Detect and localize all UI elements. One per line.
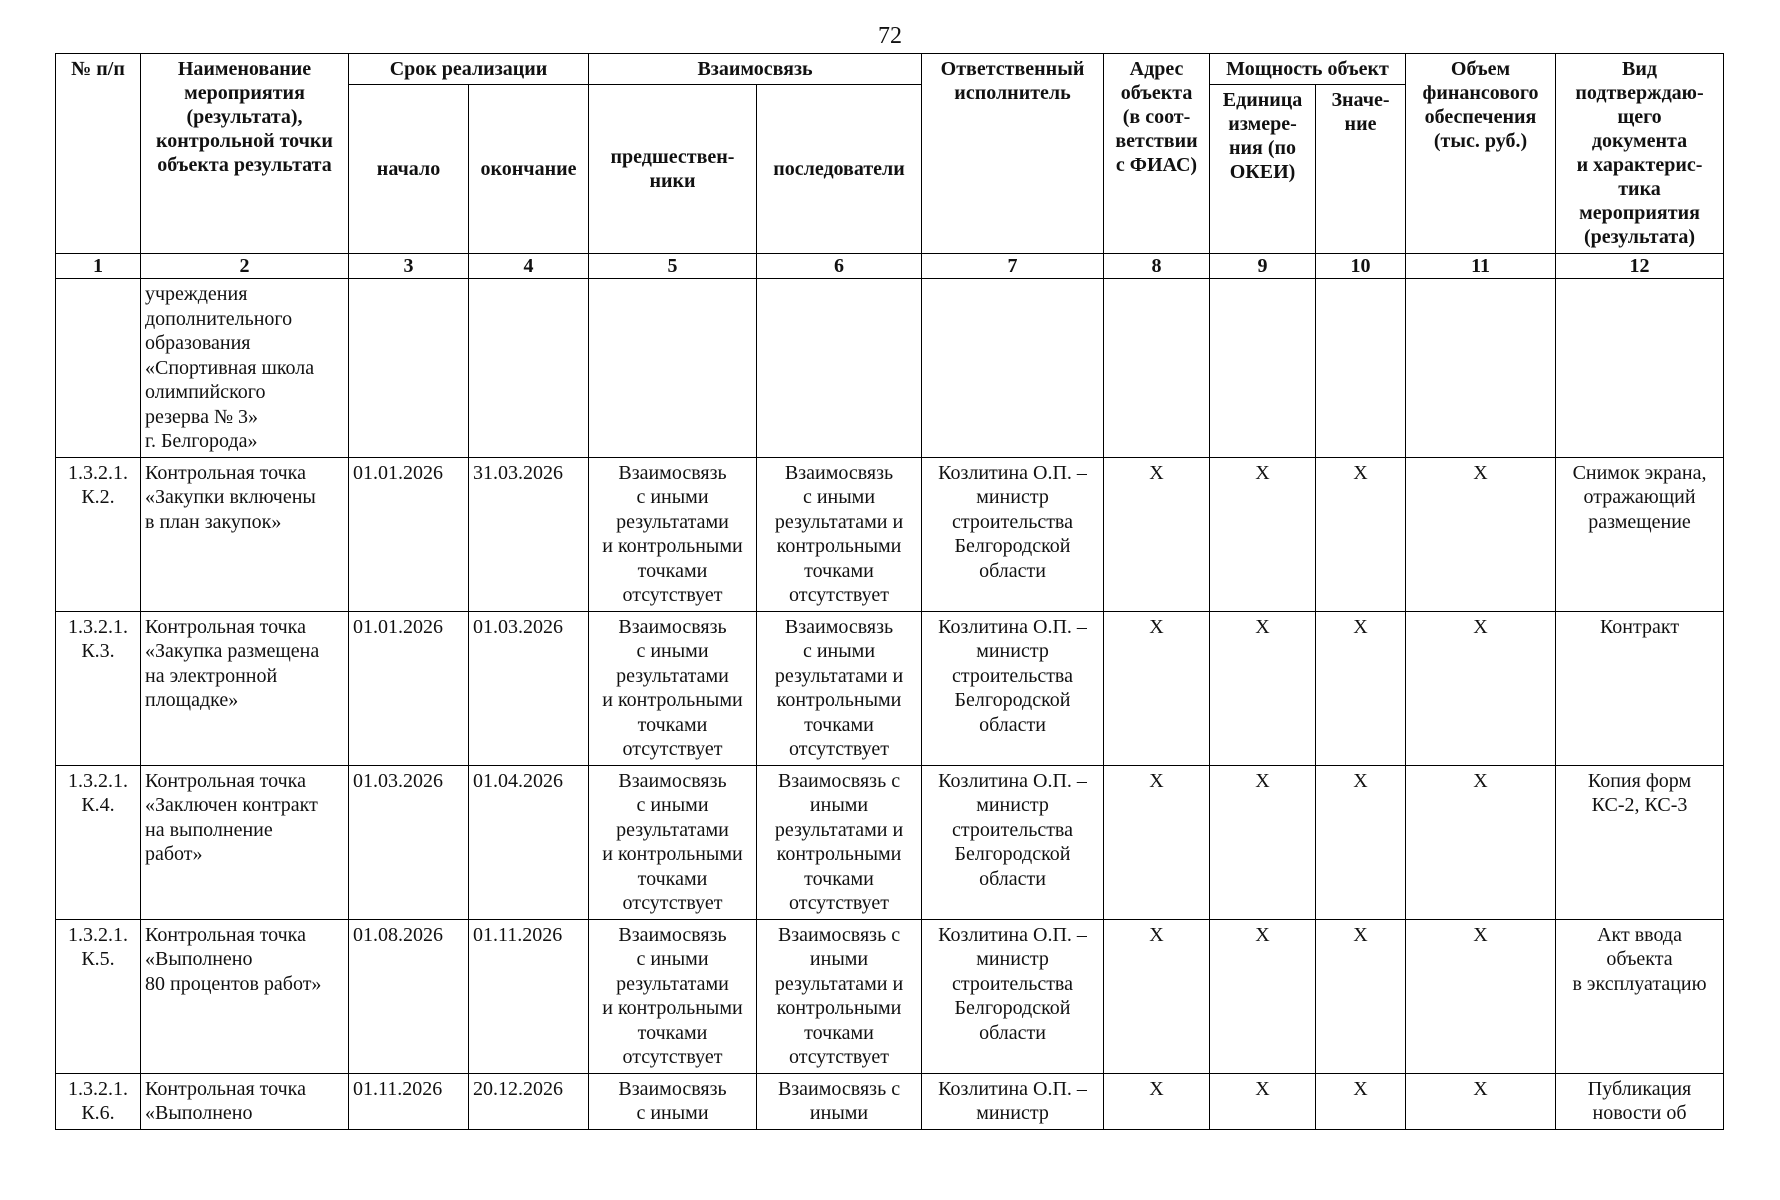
column-number: 8: [1104, 254, 1210, 279]
address-cell: Х: [1104, 611, 1210, 765]
start-date-cell: 01.01.2026: [349, 457, 469, 611]
unit-cell: Х: [1210, 765, 1316, 919]
document-cell: Копия форм КС-2, КС-3: [1556, 765, 1724, 919]
successors-cell: Взаимосвязь с иными результатами и контрольными точками отсутствует: [757, 457, 922, 611]
unit-cell: Х: [1210, 919, 1316, 1073]
header-responsible: Ответственный исполнитель: [922, 54, 1104, 254]
header-address: Адрес объекта (в соот- ветствии с ФИАС): [1104, 54, 1210, 254]
predecessors-cell: [589, 279, 757, 458]
document-cell: Контракт: [1556, 611, 1724, 765]
value-cell: Х: [1316, 1073, 1406, 1129]
start-date-cell: 01.11.2026: [349, 1073, 469, 1129]
row-number-cell: 1.3.2.1. К.2.: [56, 457, 141, 611]
row-number-cell: 1.3.2.1. К.3.: [56, 611, 141, 765]
finance-cell: Х: [1406, 611, 1556, 765]
finance-cell: [1406, 279, 1556, 458]
table-row: [56, 279, 1724, 458]
column-number: 3: [349, 254, 469, 279]
column-number-row: [56, 254, 1724, 279]
end-date-cell: 20.12.2026: [469, 1073, 589, 1129]
value-cell: Х: [1316, 457, 1406, 611]
column-number: 12: [1556, 254, 1724, 279]
control-points-table: [55, 53, 1724, 1130]
table-row: [56, 765, 1724, 919]
table-row: [56, 457, 1724, 611]
header-document-type: Вид подтверждаю- щего документа и характерис- тика мероприятия (результата): [1556, 54, 1724, 254]
header-value: Значе- ние: [1316, 85, 1406, 254]
header-successors: последователи: [757, 85, 922, 254]
header-row-number: № п/п: [56, 54, 141, 254]
predecessors-cell: Взаимосвязь с иными результатами и контрольными точками отсутствует: [589, 457, 757, 611]
successors-cell: Взаимосвязь с иными: [757, 1073, 922, 1129]
start-date-cell: 01.08.2026: [349, 919, 469, 1073]
finance-cell: Х: [1406, 919, 1556, 1073]
column-number: 11: [1406, 254, 1556, 279]
address-cell: Х: [1104, 919, 1210, 1073]
row-number-cell: 1.3.2.1. К.6.: [56, 1073, 141, 1129]
header-start: начало: [349, 85, 469, 254]
page-number: 72: [878, 23, 902, 49]
event-name-cell: учреждения дополнительного образования «Спортивная школа олимпийского резерва № 3» г. Белгорода»: [141, 279, 349, 458]
responsible-cell: [922, 279, 1104, 458]
finance-cell: Х: [1406, 765, 1556, 919]
address-cell: [1104, 279, 1210, 458]
predecessors-cell: Взаимосвязь с иными результатами и контрольными точками отсутствует: [589, 919, 757, 1073]
document-cell: Публикация новости об: [1556, 1073, 1724, 1129]
column-number: 1: [56, 254, 141, 279]
finance-cell: Х: [1406, 457, 1556, 611]
event-name-cell: Контрольная точка «Выполнено 80 процентов работ»: [141, 919, 349, 1073]
predecessors-cell: Взаимосвязь с иными результатами и контрольными точками отсутствует: [589, 611, 757, 765]
header-implementation-term: Срок реализации: [349, 54, 589, 85]
unit-cell: Х: [1210, 1073, 1316, 1129]
value-cell: Х: [1316, 919, 1406, 1073]
predecessors-cell: Взаимосвязь с иными результатами и контрольными точками отсутствует: [589, 765, 757, 919]
unit-cell: Х: [1210, 457, 1316, 611]
table-row: [56, 611, 1724, 765]
table-row: [56, 1073, 1724, 1129]
column-number: 9: [1210, 254, 1316, 279]
column-number: 7: [922, 254, 1104, 279]
end-date-cell: 01.04.2026: [469, 765, 589, 919]
address-cell: Х: [1104, 457, 1210, 611]
responsible-cell: Козлитина О.П. – министр строительства Белгородской области: [922, 919, 1104, 1073]
address-cell: Х: [1104, 1073, 1210, 1129]
table-row: [56, 919, 1724, 1073]
start-date-cell: [349, 279, 469, 458]
row-number-cell: [56, 279, 141, 458]
column-number: 6: [757, 254, 922, 279]
header-capacity: Мощность объект: [1210, 54, 1406, 85]
header-event-name: Наименование мероприятия (результата), контрольной точки объекта результата: [141, 54, 349, 254]
successors-cell: [757, 279, 922, 458]
header-relationship: Взаимосвязь: [589, 54, 922, 85]
unit-cell: Х: [1210, 611, 1316, 765]
header-predecessors: предшествен- ники: [589, 85, 757, 254]
value-cell: Х: [1316, 611, 1406, 765]
event-name-cell: Контрольная точка «Закупки включены в план закупок»: [141, 457, 349, 611]
column-number: 10: [1316, 254, 1406, 279]
end-date-cell: 31.03.2026: [469, 457, 589, 611]
event-name-cell: Контрольная точка «Заключен контракт на выполнение работ»: [141, 765, 349, 919]
column-number: 2: [141, 254, 349, 279]
successors-cell: Взаимосвязь с иными результатами и контрольными точками отсутствует: [757, 611, 922, 765]
successors-cell: Взаимосвязь с иными результатами и контрольными точками отсутствует: [757, 919, 922, 1073]
document-cell: [1556, 279, 1724, 458]
row-number-cell: 1.3.2.1. К.5.: [56, 919, 141, 1073]
header-unit: Единица измере- ния (по ОКЕИ): [1210, 85, 1316, 254]
event-name-cell: Контрольная точка «Закупка размещена на электронной площадке»: [141, 611, 349, 765]
end-date-cell: 01.11.2026: [469, 919, 589, 1073]
column-number: 5: [589, 254, 757, 279]
value-cell: Х: [1316, 765, 1406, 919]
responsible-cell: Козлитина О.П. – министр строительства Белгородской области: [922, 765, 1104, 919]
end-date-cell: 01.03.2026: [469, 611, 589, 765]
responsible-cell: Козлитина О.П. – министр строительства Белгородской области: [922, 611, 1104, 765]
start-date-cell: 01.01.2026: [349, 611, 469, 765]
start-date-cell: 01.03.2026: [349, 765, 469, 919]
header-finance: Объем финансового обеспечения (тыс. руб.): [1406, 54, 1556, 254]
event-name-cell: Контрольная точка «Выполнено: [141, 1073, 349, 1129]
end-date-cell: [469, 279, 589, 458]
header-end: окончание: [469, 85, 589, 254]
predecessors-cell: Взаимосвязь с иными: [589, 1073, 757, 1129]
successors-cell: Взаимосвязь с иными результатами и контрольными точками отсутствует: [757, 765, 922, 919]
address-cell: Х: [1104, 765, 1210, 919]
value-cell: [1316, 279, 1406, 458]
responsible-cell: Козлитина О.П. – министр строительства Белгородской области: [922, 457, 1104, 611]
finance-cell: Х: [1406, 1073, 1556, 1129]
column-number: 4: [469, 254, 589, 279]
responsible-cell: Козлитина О.П. – министр: [922, 1073, 1104, 1129]
document-cell: Акт ввода объекта в эксплуатацию: [1556, 919, 1724, 1073]
document-cell: Снимок экрана, отражающий размещение: [1556, 457, 1724, 611]
unit-cell: [1210, 279, 1316, 458]
row-number-cell: 1.3.2.1. К.4.: [56, 765, 141, 919]
